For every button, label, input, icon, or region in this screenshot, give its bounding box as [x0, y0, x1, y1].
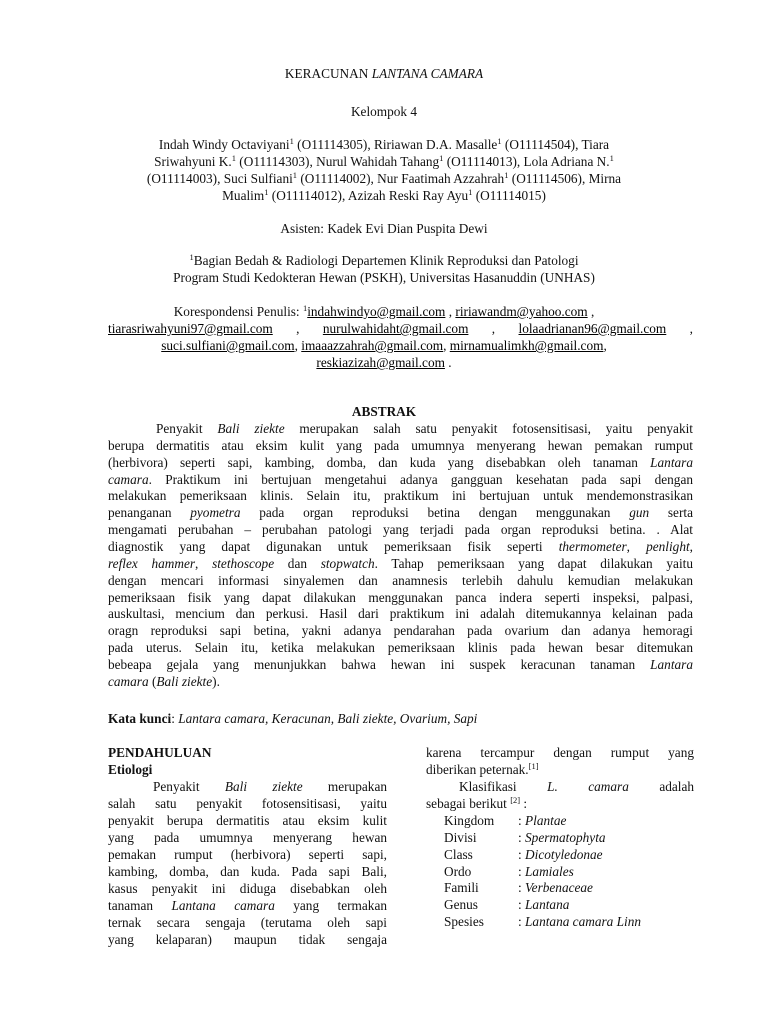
correspondence-line-1: Korespondensi Penulis: $^1$indahwindyo@gmail.com , ririawandm@yahoo.com , — [173, 303, 595, 319]
taxonomy-row: Divisi : Spermatophyta — [444, 829, 606, 845]
abstract-line: reflex hammer, stethoscope dan stopwatch. Tahap pemeriksaan yang dapat dilakukan yaitu — [108, 555, 693, 571]
classification-intro: Klasifikasi L. camara adalah — [459, 779, 695, 794]
abstract-line: Penyakit Bali ziekte merupakan salah satu penyakit fotosensitisasi, yaitu penyakit — [156, 421, 693, 436]
email-link[interactable]: indahwindyo@gmail.com — [307, 304, 446, 319]
taxonomy-rank: Famili — [444, 880, 479, 896]
intro-heading: PENDAHULUAN — [108, 745, 212, 760]
assistant-line: Asisten: Kadek Evi Dian Puspita Dewi — [280, 221, 488, 236]
correspondence-line-4: reskiazizah@gmail.com . — [316, 355, 452, 370]
intro-right-column — [426, 745, 694, 935]
author-line-1: Indah Windy Octaviyani$^1$ (O11114305), Ririawan D.A. Masalle$^1$ (O11114504), Tiara — [158, 136, 610, 152]
taxonomy-value: Verbenaceae — [525, 880, 593, 896]
abstract-line: (herbivora) seperti sapi, kambing, domba, dan kuda yang disebabkan oleh tanaman Lantara — [108, 454, 693, 470]
etiology-line: salah satu penyakit fotosensitisasi, yaitu — [108, 796, 387, 812]
abstract-line: camara. Praktikum ini bertujuan mengetahui adanya gangguan kesehatan pada sapi dengan — [108, 471, 693, 487]
abstract-line: mengamati perubahan – perubahan patologi yang terjadi pada organ reproduksi betina. . Alat — [108, 522, 693, 538]
taxonomy-rank: Ordo — [444, 863, 472, 879]
taxonomy-value: Lamiales — [525, 863, 574, 879]
etiology-subheading: Etiologi — [108, 762, 153, 777]
affiliation-line-1: $^1$Bagian Bedah & Radiologi Departemen Klinik Reproduksi dan Patologi — [189, 252, 579, 268]
abstract-line: melakukan pemeriksaan klinis. Selain itu, praktikum ini bertujuan untuk mendemonstrasikan — [108, 488, 693, 504]
group-name: Kelompok 4 — [350, 104, 418, 119]
taxonomy-value: Spermatophyta — [525, 829, 606, 845]
abstract-line: oragn reproduksi sapi betina, yakni adanya pendarahan pada ovarium dan adanya hemoragi — [108, 623, 693, 639]
title-plain: KERACUNAN — [284, 66, 372, 81]
abstract-line: dengan mencari informasi sinyalemen dan anamnesis terlebih dahulu kemudian melakukan — [108, 572, 693, 588]
taxonomy-row: Genus : Lantana — [444, 897, 570, 913]
etiology-line: kasus penyakit ini diduga disebabkan oleh — [108, 881, 387, 897]
email-link[interactable]: tiarasriwahyuni97@gmail.com — [108, 321, 273, 336]
taxonomy-rank: Genus — [444, 897, 478, 913]
taxonomy-row: Kingdom : Plantae — [444, 813, 567, 828]
etiology-line: pemakan rumput (herbivora) seperti sapi, — [108, 847, 387, 863]
abstract-heading: ABSTRAK — [351, 404, 417, 419]
taxonomy-rank: Kingdom — [444, 813, 495, 828]
etiology-line: tanaman Lantana camara yang termakan — [108, 898, 387, 914]
taxonomy-row: Spesies : Lantana camara Linn — [444, 914, 642, 930]
email-link[interactable]: reskiazizah@gmail.com — [316, 355, 445, 370]
author-line-2: Sriwahyuni K.$^1$ (O11114303), Nurul Wahidah Tahang$^1$ (O11114013), Lola Adriana N.$^1$ — [154, 153, 614, 169]
email-link[interactable]: mirnamualimkh@gmail.com — [449, 338, 604, 353]
correspondence-line-2: tiarasriwahyuni97@gmail.com , nurulwahidaht@gmail.com , lolaadrianan96@gmail.com , — [108, 321, 693, 336]
taxonomy-rank: Class — [444, 846, 473, 862]
etiology-line: kambing, domba, dan kuda. Pada sapi Bali, — [108, 864, 387, 880]
taxonomy-row: Famili : Verbenaceae — [444, 880, 593, 896]
etiology-line: yang pada umumnya menyerang hewan — [108, 830, 387, 846]
taxonomy-row: Ordo : Lamiales — [444, 863, 574, 879]
abstract-line: penanganan pyometra pada organ reproduksi betina dengan menggunakan gun serta — [108, 505, 693, 521]
taxonomy-rank: Divisi — [444, 829, 477, 845]
taxonomy-value: Lantana camara Linn — [525, 914, 642, 930]
email-link[interactable]: suci.sulfiani@gmail.com — [161, 338, 295, 353]
taxonomy-value: Plantae — [525, 813, 567, 828]
etiology-line: ternak secara sengaja (terutama oleh sapi — [108, 915, 387, 931]
taxonomy-rank: Spesies — [444, 914, 484, 930]
keywords-label: Kata kunci — [108, 711, 172, 726]
email-link[interactable]: lolaadrianan96@gmail.com — [518, 321, 667, 336]
taxonomy-value: Lantana — [525, 897, 570, 913]
author-line-4: Mualim$^1$ (O11114012), Azizah Reski Ray Ayu$^1$ (O11114015) — [222, 187, 546, 203]
classification-intro-2: sebagai berikut [2] : — [426, 795, 528, 811]
etiology-line: penyakit berupa dermatitis atau eksim kulit — [108, 813, 387, 829]
keywords-line: Kata kunci: Lantara camara, Keracunan, Bali ziekte, Ovarium, Sapi — [108, 711, 478, 726]
etiology-line: yang kelaparan) maupun tidak sengaja — [108, 932, 387, 948]
paper-title — [0, 66, 768, 82]
taxonomy-value: Dicotyledonae — [525, 846, 603, 862]
abstract-line: camara (Bali ziekte). — [108, 673, 220, 689]
taxonomy-row: Class : Dicotyledonae — [444, 846, 603, 862]
abstract-line: bebeapa gejala yang menunjukkan bahwa hewan ini suspek keracunan tanaman Lantara — [108, 656, 693, 672]
correspondence-line-3: suci.sulfiani@gmail.com, imaaazzahrah@gmail.com, mirnamualimkh@gmail.com, — [161, 338, 607, 353]
right-line-1: karena tercampur dengan rumput yang — [426, 745, 694, 760]
email-link[interactable]: imaaazzahrah@gmail.com — [301, 338, 444, 353]
keywords-value: Lantara camara, Keracunan, Bali ziekte, Ovarium, Sapi — [178, 711, 478, 726]
etiology-line: Penyakit Bali ziekte merupakan — [153, 779, 387, 794]
title-italic: LANTANA CAMARA — [371, 66, 484, 81]
abstract-line: diagnostik yang dapat digunakan untuk pemeriksaan fisik seperti thermometer, penlight, — [108, 538, 693, 554]
affiliation-line-2: Program Studi Kedokteran Hewan (PSKH), Universitas Hasanuddin (UNHAS) — [173, 270, 595, 285]
abstract-line: berupa dermatitis atau eksim kulit yang pada umumnya menyerang hewan pemakan rumput — [108, 437, 693, 453]
abstract-line: auskultasi, mencium dan perkusi. Hasil dari praktikum ini adalah ditemukannya kelainan pada — [108, 606, 693, 622]
author-line-3: (O11114003), Suci Sulfiani$^1$ (O11114002), Nur Faatimah Azzahrah$^1$ (O11114506), Mirna — [146, 170, 622, 186]
email-link[interactable]: ririawandm@yahoo.com — [455, 304, 588, 319]
abstract-line: pemeriksaan fisik yang dapat dilakukan menggunakan panca indera seperti inspeksi, palpasi, — [108, 589, 693, 605]
email-link[interactable]: nurulwahidaht@gmail.com — [322, 321, 469, 336]
right-line-2: diberikan peternak.[1] — [426, 761, 539, 777]
abstract-line: pada uterus. Selain itu, ketika melakukan pemeriksaan klinis pada hewan besar ditemukan — [108, 640, 693, 656]
